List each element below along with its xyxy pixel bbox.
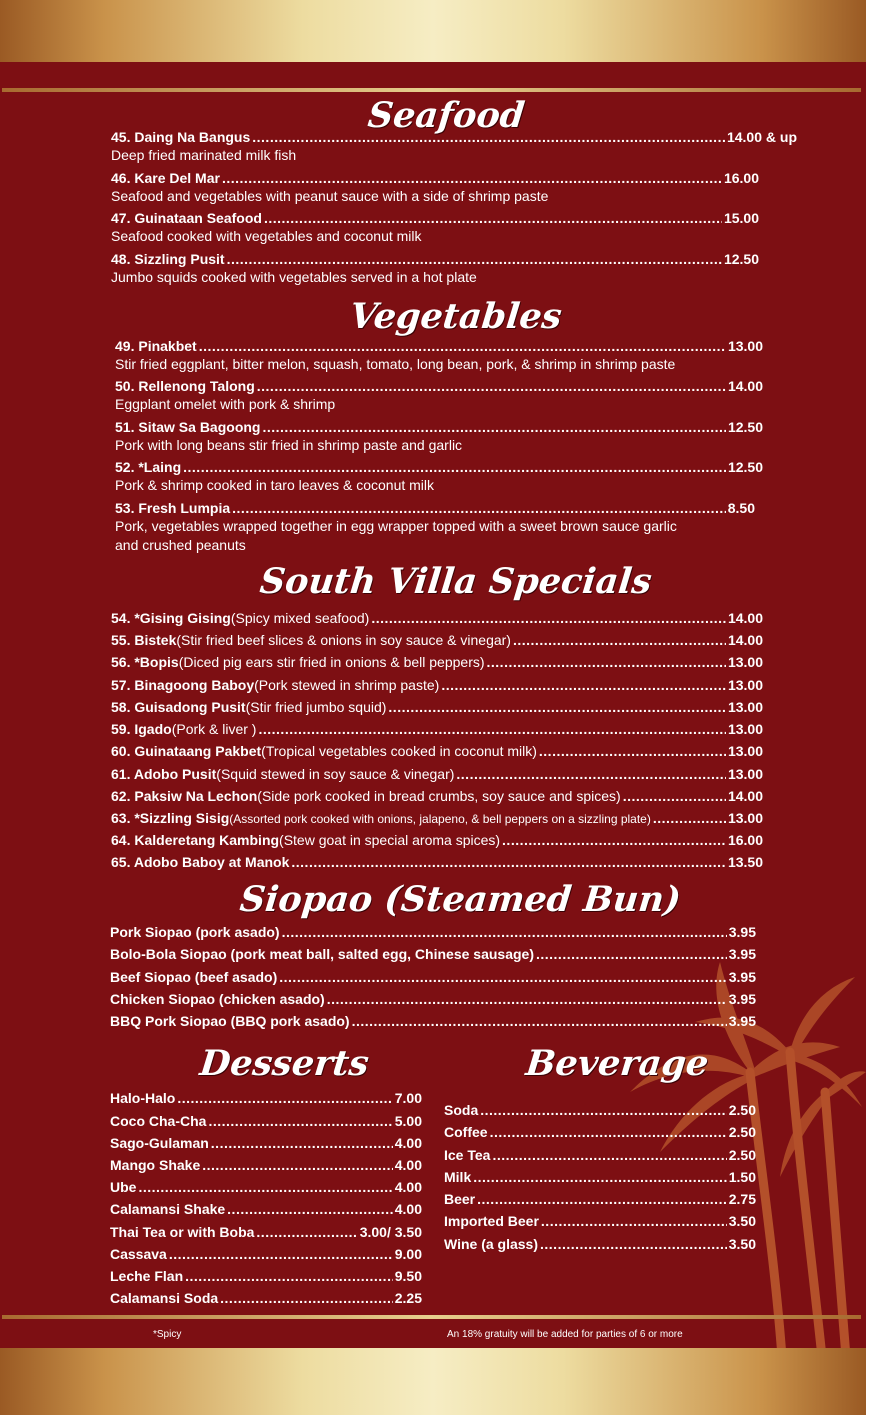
menu-item: Bolo-Bola Siopao (pork meat ball, salted egg, Chinese sausage) ..... 3.95 [110, 945, 756, 963]
menu-item: 46. Kare Del Mar ..... 16.00 [111, 169, 759, 187]
menu-item: Leche Flan ..... 9.50 [110, 1267, 422, 1285]
menu-item: 49. Pinakbet ..... 13.00 [115, 337, 763, 355]
item-description: Jumbo squids cooked with vegetables served in a hot plate [111, 269, 477, 285]
item-description: Seafood cooked with vegetables and coconut milk [111, 228, 422, 244]
item-description: Seafood and vegetables with peanut sauce with a side of shrimp paste [111, 188, 549, 204]
menu-item: Soda ..... 2.50 [444, 1101, 756, 1119]
menu-item: Chicken Siopao (chicken asado) ..... 3.95 [110, 990, 756, 1008]
item-description: Stir fried eggplant, bitter melon, squash, tomato, long bean, pork, & shrimp in shrimp paste [115, 356, 676, 372]
menu-item: Halo-Halo ..... 7.00 [110, 1089, 422, 1107]
menu-item: Wine (a glass) ..... 3.50 [444, 1235, 756, 1253]
menu-item: Ube ..... 4.00 [110, 1178, 422, 1196]
menu-item: 53. Fresh Lumpia ..... 8.50 [115, 499, 755, 517]
item-description: Pork, vegetables wrapped together in egg wrapper topped with a sweet brown sauce garlic [115, 518, 677, 534]
top-gold-band [0, 0, 866, 62]
menu-item: 63. *Sizzling Sisig (Assorted pork cooked with onions, jalapeno, & bell peppers on a sizzling plate) ..... 13.00 [111, 809, 763, 828]
vegetables-title: Vegetables [347, 296, 564, 337]
menu-item: Calamansi Soda ..... 2.25 [110, 1289, 422, 1307]
beverage-title: Beverage [523, 1043, 711, 1084]
menu-item: Beer ..... 2.75 [444, 1190, 756, 1208]
item-description: Eggplant omelet with pork & shrimp [115, 396, 336, 412]
menu-item: 51. Sitaw Sa Bagoong ..... 12.50 [115, 418, 763, 436]
menu-item: 56. *Bopis (Diced pig ears stir fried in onions & bell peppers) ..... 13.00 [111, 653, 763, 671]
menu-item: 48. Sizzling Pusit ..... 12.50 [111, 250, 759, 268]
menu-item: Beef Siopao (beef asado) ..... 3.95 [110, 968, 756, 986]
specials-title: South Villa Specials [257, 561, 654, 602]
menu-item: 45. Daing Na Bangus ..... 14.00 & up [111, 128, 797, 146]
menu-item: BBQ Pork Siopao (BBQ pork asado) ..... 3.95 [110, 1012, 756, 1030]
menu-item: 52. *Laing ..... 12.50 [115, 458, 763, 476]
spicy-footnote: *Spicy [153, 1329, 182, 1340]
menu-item: 64. Kalderetang Kambing (Stew goat in special aroma spices) ..... 16.00 [111, 831, 763, 849]
menu-item: Pork Siopao (pork asado) ..... 3.95 [110, 923, 756, 941]
menu-item: 58. Guisadong Pusit (Stir fried jumbo squid) ..... 13.00 [111, 698, 763, 716]
menu-item: 61. Adobo Pusit (Squid stewed in soy sauce & vinegar) ..... 13.00 [111, 765, 763, 783]
desserts-title: Desserts [197, 1043, 371, 1084]
menu-item: Mango Shake ..... 4.00 [110, 1156, 422, 1174]
menu-item: 55. Bistek (Stir fried beef slices & onions in soy sauce & vinegar) ..... 14.00 [111, 631, 763, 649]
seafood-title: Seafood [365, 95, 527, 136]
item-description: Deep fried marinated milk fish [111, 147, 297, 163]
menu-item: Milk ..... 1.50 [444, 1168, 756, 1186]
menu-item: 57. Binagoong Baboy (Pork stewed in shrimp paste) ..... 13.00 [111, 676, 763, 694]
menu-item: 47. Guinataan Seafood ..... 15.00 [111, 209, 759, 227]
bottom-divider [2, 1315, 861, 1319]
item-description: and crushed peanuts [115, 537, 246, 553]
top-divider [2, 88, 861, 92]
menu-item: 54. *Gising Gising (Spicy mixed seafood) ..... 14.00 [111, 609, 763, 627]
menu-item: Coffee ..... 2.50 [444, 1123, 756, 1141]
siopao-title: Siopao (Steamed Bun) [237, 879, 683, 920]
menu-item: Sago-Gulaman ..... 4.00 [110, 1134, 422, 1152]
menu-panel [0, 62, 866, 1348]
menu-item: Cassava ..... 9.00 [110, 1245, 422, 1263]
menu-item: 50. Rellenong Talong ..... 14.00 [115, 377, 763, 395]
menu-item: 60. Guinataang Pakbet (Tropical vegetables cooked in coconut milk) ..... 13.00 [111, 742, 763, 760]
menu-item: 62. Paksiw Na Lechon (Side pork cooked in bread crumbs, soy sauce and spices) ..... 14.00 [111, 787, 763, 805]
bottom-gold-band [0, 1348, 866, 1415]
gratuity-footnote: An 18% gratuity will be added for parties of 6 or more [447, 1329, 683, 1340]
menu-item: Calamansi Shake ..... 4.00 [110, 1200, 422, 1218]
menu-item: 59. Igado (Pork & liver ) ..... 13.00 [111, 720, 763, 738]
menu-item: Coco Cha-Cha ..... 5.00 [110, 1112, 422, 1130]
menu-item: Thai Tea or with Boba ..... 3.00/ 3.50 [110, 1223, 422, 1241]
menu-item: Ice Tea ..... 2.50 [444, 1146, 756, 1164]
item-description: Pork with long beans stir fried in shrimp paste and garlic [115, 437, 463, 453]
item-description: Pork & shrimp cooked in taro leaves & coconut milk [115, 477, 435, 493]
menu-item: Imported Beer ..... 3.50 [444, 1212, 756, 1230]
menu-item: 65. Adobo Baboy at Manok ..... 13.50 [111, 853, 763, 871]
